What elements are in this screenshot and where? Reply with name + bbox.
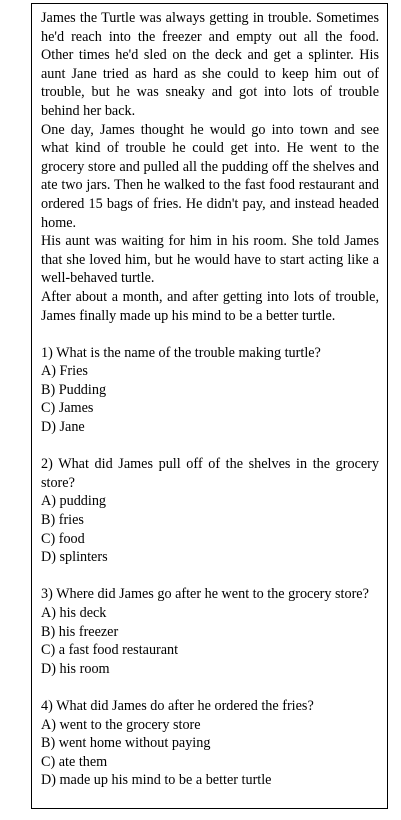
answer-option-a: A) Fries [41,363,88,380]
answer-option-a: A) his deck [41,605,107,621]
answer-option-b: B) Pudding [41,381,107,398]
question-2 [41,455,379,567]
answer-option-d: D) made up his mind to be a better turtle [41,772,272,789]
answer-option-a: A) went to the grocery store [41,716,201,733]
question-1 [41,344,379,437]
answer-option-c: C) James [41,400,94,417]
story-paragraph: James the Turtle was always getting in trouble. Sometimes he'd reach into the freezer and empty out all the food. Other times he'd sled on the deck and get a splinter. His aunt Jane tried as hard as she could to keep him out of trouble, but he was sneaky and got into lots of trouble behind her back. [41,10,379,119]
answer-option-b: B) his freezer [41,623,119,640]
answer-option-d: D) his room [41,660,110,677]
question-text: 4) What did James do after he ordered the fries? [41,697,314,714]
answer-option-d: D) Jane [41,419,85,436]
story-paragraph: After about a month, and after getting into lots of trouble, James finally made up his mind to be a better turtle. [41,288,379,324]
answer-option-a: A) pudding [41,493,107,510]
answer-option-c: C) a fast food restaurant [41,642,179,659]
question-4 [41,697,379,790]
question-text: 2) What did James pull off of the shelves in the grocery store? [41,456,379,491]
answer-option-c: C) food [41,530,85,547]
answer-option-b: B) fries [41,512,84,529]
worksheet-frame [31,3,388,809]
answer-option-c: C) ate them [41,753,108,770]
answer-option-d: D) splinters [41,549,108,566]
story-paragraph: His aunt was waiting for him in his room. She told James that she loved him, but he would have to start acting like a well-behaved turtle. [41,233,379,287]
question-text: 3) Where did James go after he went to the grocery store? [41,586,369,603]
question-text: 1) What is the name of the trouble making turtle? [41,344,321,361]
story-paragraph: One day, James thought he would go into town and see what kind of trouble he could get into. He went to the grocery store and pulled all the pudding off the shelves and ate two jars. Then he walked to the fast food restaurant and ordered 15 bags of fries. He didn't pay, and instead headed home. [41,121,379,231]
story-passage [41,9,379,325]
question-3 [41,585,379,678]
answer-option-b: B) went home without paying [41,735,211,752]
